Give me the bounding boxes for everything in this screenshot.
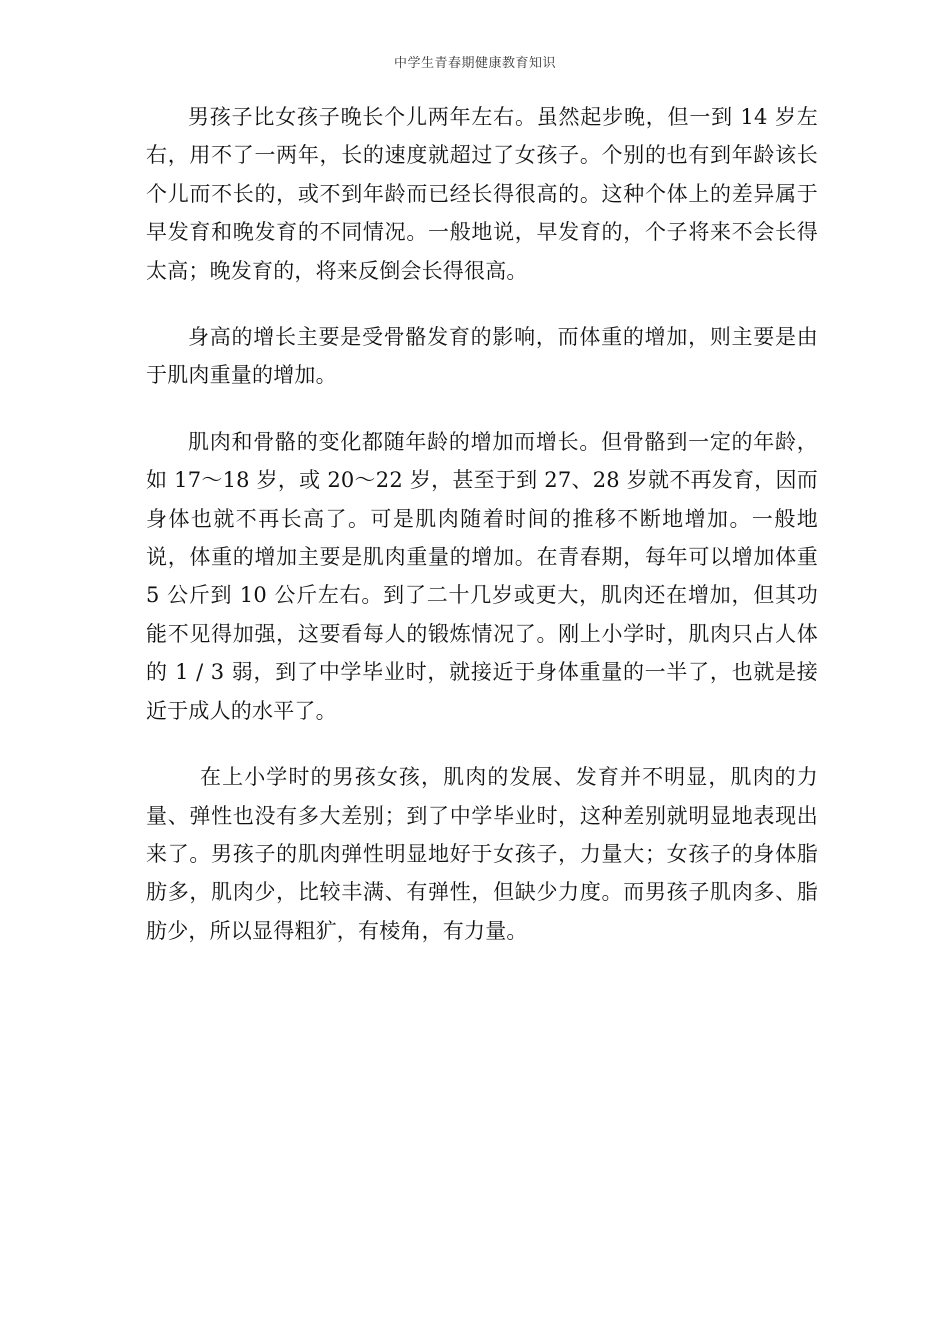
paragraph-height-weight: 身高的增长主要是受骨骼发育的影响，而体重的增加，则主要是由于肌肉重量的增加。	[146, 325, 818, 388]
paragraph-muscle-bone-changes: 肌肉和骨骼的变化都随年龄的增加而增长。但骨骼到一定的年龄，如 17～18 岁，或 20～22 岁，甚至于到 27、28 岁就不再发育，因而身体也就不再长高了。可是肌肉随着时间的推移不断地增加。一般地说，体重的增加主要是肌肉重量的增加。在青春期，每年可以增加体重 5 公斤到 10 公斤左右。到了二十几岁或更大，肌肉还在增加，但其功能不见得加强，这要看每人的锻炼情况了。刚上小学时，肌肉只占人体的 1 / 3 弱，到了中学毕业时，就接近于身体重量的一半了，也就是接近于成人的水平了。	[146, 429, 818, 723]
page-header-title: 中学生青春期健康教育知识	[393, 56, 556, 71]
paragraph-gender-muscle-difference: 在上小学时的男孩女孩，肌肉的发展、发育并不明显，肌肉的力量、弹性也没有多大差别；到了中学毕业时，这种差别就明显地表现出来了。男孩子的肌肉弹性明显地好于女孩子，力量大；女孩子的身体脂肪多，肌肉少，比较丰满、有弹性，但缺少力度。而男孩子肌肉多、脂肪少，所以显得粗犷，有棱角，有力量。	[146, 765, 818, 943]
document-body	[146, 98, 818, 978]
paragraph-late-growth-boys: 男孩子比女孩子晚长个儿两年左右。虽然起步晚，但一到 14 岁左右，用不了一两年，长的速度就超过了女孩子。个别的也有到年龄该长个儿而不长的，或不到年龄而已经长得很高的。这种个体上的差异属于早发育和晚发育的不同情况。一般地说，早发育的，个子将来不会长得太高；晚发育的，将来反倒会长得很高。	[146, 105, 818, 283]
